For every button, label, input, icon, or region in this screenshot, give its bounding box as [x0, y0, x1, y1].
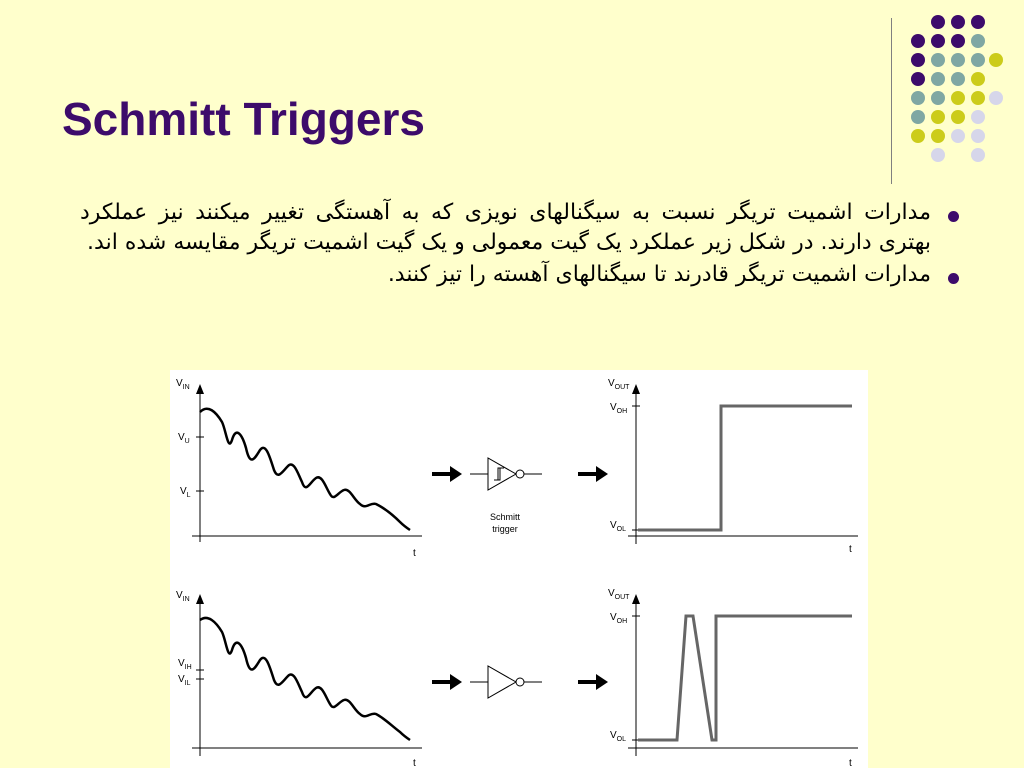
decorative-dot-grid — [0, 0, 1024, 180]
top-output-t-label: t — [849, 544, 852, 555]
slide-title: Schmitt Triggers — [62, 93, 425, 145]
bullet-item — [80, 260, 965, 290]
top-output-vol-label: $V_{OL}$ — [610, 520, 627, 533]
decorative-dot — [911, 91, 925, 105]
decorative-dot — [911, 53, 925, 67]
bullet-text: مدارات اشمیت تریگر نسبت به سیگنالهای نویزی که به آهستگی تغییر میکنند نیز عملکرد بهتری دارند. در شکل زیر عملکرد یک گیت معمولی و یک گیت اشمیت تریگر مقایسه شده اند. — [80, 200, 931, 255]
decorative-dot — [951, 91, 965, 105]
bottom-output-v-label: $V_{OUT}$ — [608, 588, 630, 601]
decorative-dot — [971, 110, 985, 124]
bottom-inverter-gate-icon — [488, 666, 516, 698]
bullet-dot-icon — [948, 211, 959, 222]
top-arrow-2-icon — [596, 466, 608, 482]
decorative-dot — [931, 53, 945, 67]
bottom-input-vih-label: $V_{IH}$ — [178, 658, 192, 671]
top-input-v-axis-arrow-icon — [196, 384, 204, 394]
decorative-dot — [951, 34, 965, 48]
top-input-t-label: t — [413, 548, 416, 559]
comparison-diagram — [170, 370, 868, 768]
decorative-dot — [931, 129, 945, 143]
top-input-vu-label: $V_U$ — [178, 432, 190, 445]
bottom-input-t-label: t — [413, 758, 416, 768]
bottom-output-vol-label: $V_{OL}$ — [610, 730, 627, 743]
decorative-dot — [931, 91, 945, 105]
decorative-dot — [911, 72, 925, 86]
decorative-dot — [911, 34, 925, 48]
decorative-dot — [931, 110, 945, 124]
top-arrow-1-icon — [450, 466, 462, 482]
decorative-dot — [971, 91, 985, 105]
bottom-input-v-label: $V_{IN}$ — [176, 590, 190, 603]
decorative-dot — [931, 72, 945, 86]
bottom-output-waveform — [638, 616, 852, 740]
bottom-gate-inversion-bubble-icon — [516, 678, 524, 686]
decorative-dot — [989, 91, 1003, 105]
bottom-arrow-2-icon — [596, 674, 608, 690]
decorative-dot — [971, 129, 985, 143]
decorative-dot — [911, 110, 925, 124]
bullet-text: مدارات اشمیت تریگر قادرند تا سیگنالهای آهسته را تیز کنند. — [387, 262, 931, 287]
decorative-dot — [971, 72, 985, 86]
top-output-v-axis-arrow-icon — [632, 384, 640, 394]
bullet-list — [80, 198, 965, 292]
schmitt-caption-line-2: trigger — [492, 524, 518, 534]
top-input-waveform — [200, 409, 410, 530]
top-input-v-label: $V_{IN}$ — [176, 378, 190, 391]
top-output-v-label: $V_{OUT}$ — [608, 378, 630, 391]
decorative-dot — [951, 15, 965, 29]
bullet-item — [80, 198, 965, 258]
top-input-vl-label: $V_L$ — [180, 486, 191, 499]
decorative-dot — [951, 53, 965, 67]
bottom-output-t-label: t — [849, 758, 852, 768]
schmitt-trigger-comparison-figure — [170, 370, 868, 768]
decorative-dot — [971, 53, 985, 67]
decorative-dot — [931, 148, 945, 162]
bottom-arrow-1-icon — [450, 674, 462, 690]
bottom-output-v-axis-arrow-icon — [632, 594, 640, 604]
schmitt-caption-line-1: Schmitt — [489, 512, 521, 522]
bottom-output-voh-label: $V_{OH}$ — [610, 612, 628, 625]
bottom-input-vil-label: $V_{IL}$ — [178, 674, 191, 687]
decorative-dot — [971, 15, 985, 29]
top-gate-inversion-bubble-icon — [516, 470, 524, 478]
bullet-dot-icon — [948, 273, 959, 284]
top-output-voh-label: $V_{OH}$ — [610, 402, 628, 415]
decorative-dot — [911, 129, 925, 143]
decorative-dot — [931, 34, 945, 48]
decorative-dot — [931, 15, 945, 29]
decorative-dot — [951, 110, 965, 124]
decorative-dot — [989, 53, 1003, 67]
top-schmitt-gate-icon — [488, 458, 516, 490]
bottom-input-v-axis-arrow-icon — [196, 594, 204, 604]
decorative-dot — [951, 72, 965, 86]
decorative-dot — [971, 34, 985, 48]
decorative-dot — [951, 129, 965, 143]
top-output-waveform — [638, 406, 852, 530]
bottom-input-waveform — [200, 618, 410, 740]
decorative-dot — [971, 148, 985, 162]
